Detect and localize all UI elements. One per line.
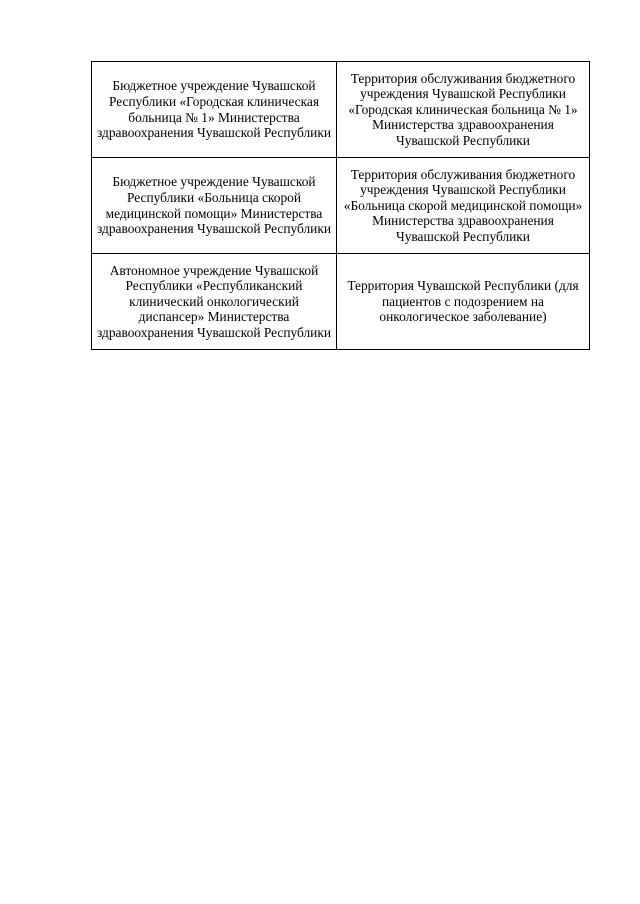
organizations-table bbox=[91, 61, 590, 350]
organization-name: Бюджетное учреждение Чувашской Республики «Городская клиническая больница № 1» Министерства здравоохранения Чувашской Республики bbox=[96, 78, 332, 141]
territory-cell bbox=[337, 62, 590, 158]
territory-cell bbox=[337, 254, 590, 350]
organization-cell bbox=[92, 62, 337, 158]
organization-name: Автономное учреждение Чувашской Республики «Республиканский клинический онкологический диспансер» Министерства здравоохранения Чувашской Республики bbox=[96, 262, 332, 340]
service-territory: Территория обслуживания бюджетного учреждения Чувашской Республики «Городская клиническая больница № 1» Министерства здравоохранения Чувашской Республики bbox=[348, 70, 578, 148]
table-row bbox=[92, 158, 590, 254]
organization-name: Бюджетное учреждение Чувашской Республики «Больница скорой медицинской помощи» Министерства здравоохранения Чувашской Республики bbox=[96, 174, 332, 237]
organization-cell bbox=[92, 158, 337, 254]
table-row bbox=[92, 62, 590, 158]
service-territory: Территория Чувашской Республики (для пациентов с подозрением на онкологическое заболевание) bbox=[347, 278, 579, 325]
service-territory: Территория обслуживания бюджетного учреждения Чувашской Республики «Больница скорой медицинской помощи» Министерства здравоохранения Чувашской Республики bbox=[343, 166, 583, 244]
territory-cell bbox=[337, 158, 590, 254]
table-row bbox=[92, 254, 590, 350]
organization-cell bbox=[92, 254, 337, 350]
